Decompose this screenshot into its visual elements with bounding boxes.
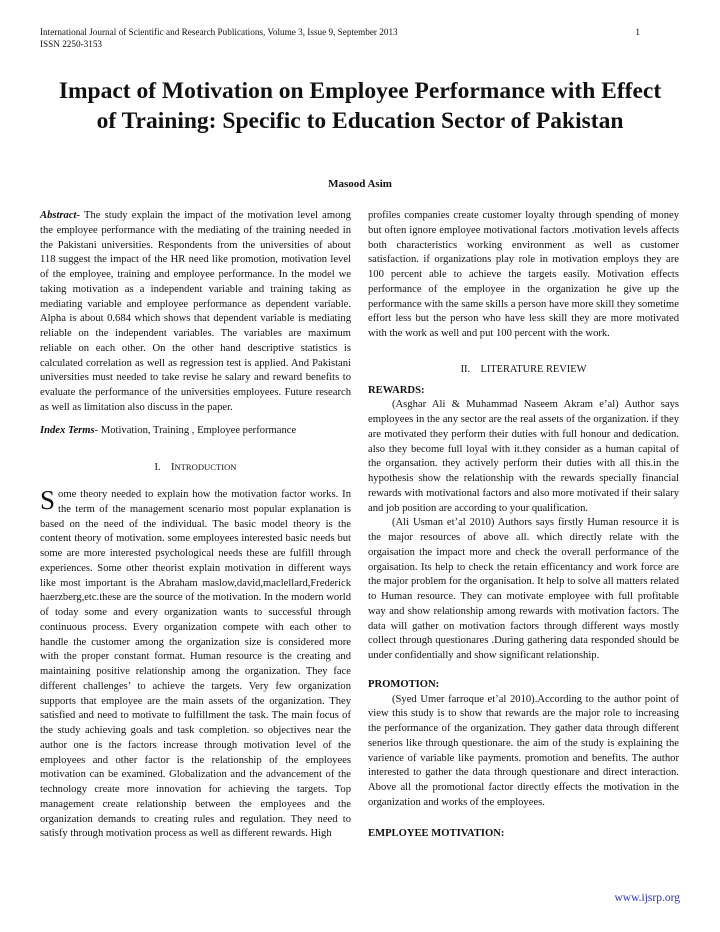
- abstract-text: The study explain the impact of the motivation level among the employee performance with the mediating of the training needed in the Pakistani universities. Respondents from the universities of about 118 suggest the impact of the HR need like promotion, motivation level of the employee, training and employee performance. In the model we taking motivation as a independent variable and training taking as mediating variable and employee performance as dependent variable. Alpha is about 0.684 which shows that dependent variable is mediating reliable on the independent variables. The variables are maximum reliable on each other. On the other hand descriptive statistics is calculated correlation as well as regression test is applied. And Pakistani universities must needed to take revise he salary and reward benefits to evaluate the performance of the universities employees. Future research as well as limitation also discuss in the paper.: [40, 210, 351, 413]
- abstract-label: Abstract-: [40, 210, 81, 221]
- index-terms: [40, 424, 351, 439]
- dropcap-letter: S: [40, 485, 56, 515]
- paper-title: Impact of Motivation on Employee Performance with Effect of Training: Specific to Education Sector of Pakistan: [58, 78, 662, 134]
- introduction-heading: I. INTRODUCTION: [154, 462, 237, 474]
- right-column: [368, 209, 679, 841]
- author-name: Masood Asim: [328, 178, 392, 190]
- rewards-paragraph-2: (Ali Usman et’al 2010) Authors says firstly Human resource it is the major resources of above all. which directly relate with the orgaisation the impact more and check the overall performance of the orgaisation. Its help to check the retain efficentancy and work force are the major problem for the organisation. It help to solve all matters related to Human resource. They can motivate employee with full profitable way and show relationship among rewards with motivation factors. The data will gather on motivation factors through different ways mostly collect through questionares .During gathering data responded should be under confidentially and show significant relationship.: [368, 517, 679, 661]
- journal-line: International Journal of Scientific and Research Publications, Volume 3, Issue 9, September 2013: [40, 27, 398, 37]
- promotion-paragraph: (Syed Umer farroque et’al 2010).According to the author point of view this study is to show that rewards are the major role to increasing the performance of the organization. They gather data through different senerios like through questionare. the aim of the study is explaining the varience of variable like payments. promotion and benefits. The author interested to gather the data through questionare and direct interaction. Above all the promotional factor directly effects the motivation in the organization and works of the employees.: [368, 693, 679, 808]
- rewards-paragraph-1: (Asghar Ali & Muhammad Naseem Akram e’al) Author says employees in the any sector are the real assets of the organization. if they are motivated they perform their duties with full honour and dedication. also they become full loyal with it.they consider as a human capital of the organsation. they actively perform their duties with all this.in the hypothesis show the relationship with the rewards specially financial rewards with motivational factors and also more motivated if their salary and job position are according to your qualification.: [368, 399, 679, 514]
- index-terms-text: - Motivation, Training , Employee performance: [94, 424, 297, 436]
- running-header: [40, 26, 680, 50]
- introduction-paragraph: [40, 485, 351, 842]
- literature-review-heading: II. LITERATURE REVIEW: [460, 363, 587, 375]
- index-terms-label: Index Terms: [40, 424, 95, 436]
- introduction-text: ome theory needed to explain how the motivation factor works. In the term of the management scenario most popular explanation is based on the need of the individual. The basic model theory is the content theory of motivation. some employees interested basic needs but some are more interested psychological needs these are fulfill through experiences. Some other theorist explain motivation in different ways like most important is the Abraham maslow,david,maclellard,Frederick haerzberg,etc.these are the source of the motivation. In the modern world of today some and every organization wants to successful through continuous process. Every organization compete with each other to handle the customer among the organization size is considered more with the proper constant format. Human resource is the creating and maintaining positive relationship among the organization. They face different challenges’ to achieve the targets. Very few organization supports that employee are the main assets of the organization. They satisfied and need to motivate to fulfillment the task. The main focus of the study achieving goals and task completion. so objectives near the author one is the factors increase through motivation level of the employees and other factor is the relationship of the employees motivation can be examined. Globalization and the advancement of the technology create more innovation for achieving the targets. Top management create relationship between the employees and the organization demands to creating rules and regulation. They need to satisfy through motivation process as well as different rewards. High: [40, 489, 351, 840]
- rewards-heading: REWARDS:: [368, 384, 425, 396]
- continuation-paragraph: profiles companies create customer loyalty through spending of money but often ignore employee motivational factors .motivation levels affects both characteristics working environment as well as customer satisfaction. if organizations play role in motivation employs they are 100 percent able to achieve the targets easily. Motivation effects performance of the employee in the organization he give up the performance with the same skills a person have more skill they sometime effort less but the person who have less skill they are more motivated with the work as well and put 100 percent with the work.: [368, 210, 679, 339]
- employee-motivation-heading: EMPLOYEE MOTIVATION:: [368, 827, 505, 839]
- promotion-heading: PROMOTION:: [368, 678, 440, 690]
- issn: ISSN 2250-3153: [40, 39, 103, 49]
- journal-website-link[interactable]: www.ijsrp.org: [614, 892, 680, 904]
- abstract: [40, 209, 351, 416]
- left-column: [40, 209, 351, 842]
- page-number: 1: [635, 27, 640, 37]
